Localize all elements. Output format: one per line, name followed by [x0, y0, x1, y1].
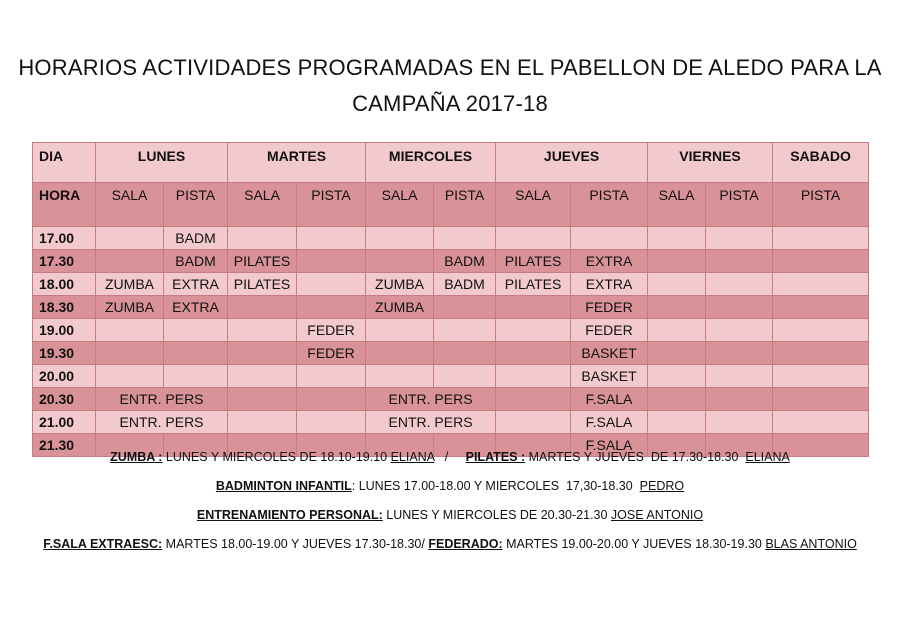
schedule-cell: BADM [434, 273, 496, 296]
schedule-cell [164, 319, 228, 342]
schedule-cell [773, 273, 869, 296]
header-lunes: LUNES [96, 143, 228, 183]
schedule-cell: ZUMBA [96, 273, 164, 296]
schedule-cell: PILATES [496, 273, 571, 296]
header-viernes: VIERNES [648, 143, 773, 183]
schedule-cell [648, 342, 706, 365]
federado-text: MARTES 19.00-20.00 Y JUEVES 18.30-19.30 [502, 537, 766, 551]
table-row [33, 250, 869, 273]
table-row [33, 296, 869, 319]
table-row [33, 319, 869, 342]
schedule-cell [366, 227, 434, 250]
header-sala: SALA [228, 183, 297, 227]
schedule-cell: ENTR. PERS [366, 411, 496, 434]
schedule-cell [773, 227, 869, 250]
header-pista: PISTA [297, 183, 366, 227]
schedule-cell [496, 319, 571, 342]
header-sala: SALA [366, 183, 434, 227]
schedule-cell [706, 227, 773, 250]
schedule-cell: ENTR. PERS [96, 411, 228, 434]
header-pista: PISTA [706, 183, 773, 227]
schedule-cell: FEDER [571, 296, 648, 319]
schedule-cell [648, 273, 706, 296]
zumba-text: LUNES Y MIERCOLES DE 18.10-19.10 [162, 450, 391, 464]
schedule-cell: FEDER [571, 319, 648, 342]
schedule-cell [366, 365, 434, 388]
schedule-cell: F.SALA [571, 411, 648, 434]
schedule-cell [96, 365, 164, 388]
schedule-cell [496, 388, 571, 411]
header-martes: MARTES [228, 143, 366, 183]
schedule-cell: EXTRA [164, 273, 228, 296]
schedule-cell: F.SALA [571, 388, 648, 411]
schedule-cell: PILATES [228, 250, 297, 273]
schedule-cell [297, 227, 366, 250]
schedule-cell [228, 342, 297, 365]
schedule-cell: EXTRA [164, 296, 228, 319]
schedule-cell [228, 365, 297, 388]
schedule-cell [648, 365, 706, 388]
schedule-cell [706, 342, 773, 365]
entrenamiento-teacher: JOSE ANTONIO [610, 508, 704, 522]
schedule-cell [434, 296, 496, 319]
pilates-label: PILATES : [465, 450, 526, 464]
schedule-cell [96, 342, 164, 365]
fsala-label: F.SALA EXTRAESC: [43, 537, 163, 551]
table-row [33, 411, 869, 434]
schedule-cell [706, 250, 773, 273]
header-pista: PISTA [434, 183, 496, 227]
pilates-teacher: ELIANA [745, 450, 790, 464]
schedule-cell: F.SALA [571, 434, 648, 457]
schedule-cell [297, 365, 366, 388]
header-miercoles: MIERCOLES [366, 143, 496, 183]
schedule-cell [434, 365, 496, 388]
schedule-cell [496, 342, 571, 365]
schedule-cell: EXTRA [571, 250, 648, 273]
time-cell: 21.30 [33, 434, 96, 457]
schedule-cell [773, 388, 869, 411]
time-cell: 18.30 [33, 296, 96, 319]
federado-teacher: BLAS ANTONIO [765, 537, 857, 551]
schedule-cell [297, 250, 366, 273]
schedule-cell [228, 319, 297, 342]
schedule-cell: ZUMBA [366, 296, 434, 319]
separator: / [434, 450, 466, 464]
schedule-cell [297, 296, 366, 319]
schedule-cell [366, 342, 434, 365]
schedule-table [32, 142, 869, 457]
table-row [33, 227, 869, 250]
time-cell: 21.00 [33, 411, 96, 434]
schedule-cell [96, 250, 164, 273]
schedule-cell [496, 296, 571, 319]
header-pista: PISTA [571, 183, 648, 227]
schedule-cell [228, 296, 297, 319]
space-header-row [33, 183, 869, 227]
schedule-cell [773, 365, 869, 388]
header-sabado: SABADO [773, 143, 869, 183]
schedule-cell [434, 227, 496, 250]
schedule-cell [297, 273, 366, 296]
schedule-cell [164, 365, 228, 388]
schedule-cell [571, 227, 648, 250]
note-zumba-pilates [0, 450, 900, 464]
schedule-cell: BASKET [571, 342, 648, 365]
time-cell: 17.30 [33, 250, 96, 273]
time-cell: 20.00 [33, 365, 96, 388]
schedule-cell [366, 319, 434, 342]
schedule-cell [648, 411, 706, 434]
schedule-cell [228, 411, 297, 434]
note-badminton [0, 479, 900, 493]
entrenamiento-label: ENTRENAMIENTO PERSONAL: [196, 508, 383, 522]
pilates-text: MARTES Y JUEVES DE 17.30-18.30 [525, 450, 746, 464]
schedule-cell: PILATES [228, 273, 297, 296]
schedule-cell [297, 411, 366, 434]
schedule-cell [773, 411, 869, 434]
schedule-cell: BADM [164, 250, 228, 273]
schedule-cell [648, 296, 706, 319]
schedule-cell [706, 319, 773, 342]
day-header-row [33, 143, 869, 183]
schedule-cell [773, 342, 869, 365]
header-jueves: JUEVES [496, 143, 648, 183]
schedule-cell [96, 319, 164, 342]
schedule-cell: FEDER [297, 342, 366, 365]
header-sala: SALA [96, 183, 164, 227]
schedule-cell [648, 388, 706, 411]
table-row [33, 273, 869, 296]
federado-label: FEDERADO: [428, 537, 503, 551]
zumba-teacher: ELIANA [390, 450, 435, 464]
schedule-cell: ZUMBA [366, 273, 434, 296]
schedule-cell: EXTRA [571, 273, 648, 296]
schedule-cell [706, 296, 773, 319]
schedule-cell [648, 227, 706, 250]
fsala-text: MARTES 18.00-19.00 Y JUEVES 17.30-18.30/ [162, 537, 429, 551]
schedule-cell [706, 273, 773, 296]
badminton-text: : LUNES 17.00-18.00 Y MIERCOLES 17,30-18.30 [351, 479, 640, 493]
page-title: HORARIOS ACTIVIDADES PROGRAMADAS EN EL PABELLON DE ALEDO PARA LA [18, 55, 882, 80]
schedule-cell [366, 250, 434, 273]
schedule-cell [648, 319, 706, 342]
schedule-cell: ENTR. PERS [366, 388, 496, 411]
time-cell: 18.00 [33, 273, 96, 296]
schedule-cell [648, 250, 706, 273]
header-pista: PISTA [164, 183, 228, 227]
badminton-label: BADMINTON INFANTIL [215, 479, 352, 493]
schedule-cell [164, 342, 228, 365]
schedule-cell [773, 296, 869, 319]
schedule-cell [706, 365, 773, 388]
time-cell: 20.30 [33, 388, 96, 411]
schedule-cell [496, 411, 571, 434]
page-subtitle: CAMPAÑA 2017-18 [352, 91, 548, 116]
schedule-cell: ZUMBA [96, 296, 164, 319]
note-fsala-federado [0, 537, 900, 551]
entrenamiento-text: LUNES Y MIERCOLES DE 20.30-21.30 [382, 508, 611, 522]
schedule-cell: PILATES [496, 250, 571, 273]
schedule-cell [773, 250, 869, 273]
schedule-cell [96, 227, 164, 250]
header-sala: SALA [648, 183, 706, 227]
schedule-cell: BADM [434, 250, 496, 273]
zumba-label: ZUMBA : [110, 450, 163, 464]
time-cell: 17.00 [33, 227, 96, 250]
header-dia: DIA [33, 143, 96, 183]
schedule-cell [228, 388, 297, 411]
schedule-cell: ENTR. PERS [96, 388, 228, 411]
schedule-cell [773, 319, 869, 342]
time-cell: 19.00 [33, 319, 96, 342]
schedule-cell [228, 227, 297, 250]
table-row [33, 365, 869, 388]
schedule-cell: FEDER [297, 319, 366, 342]
schedule-cell [706, 411, 773, 434]
schedule-cell [434, 319, 496, 342]
note-entrenamiento [0, 508, 900, 522]
schedule-cell [434, 342, 496, 365]
header-pista: PISTA [773, 183, 869, 227]
schedule-cell [496, 365, 571, 388]
schedule-cell [297, 388, 366, 411]
header-sala: SALA [496, 183, 571, 227]
schedule-cell: BADM [164, 227, 228, 250]
time-cell: 19.30 [33, 342, 96, 365]
schedule-cell: BASKET [571, 365, 648, 388]
table-row [33, 342, 869, 365]
schedule-cell [496, 227, 571, 250]
header-hora: HORA [33, 183, 96, 227]
schedule-cell [706, 388, 773, 411]
badminton-teacher: PEDRO [639, 479, 685, 493]
table-row [33, 388, 869, 411]
